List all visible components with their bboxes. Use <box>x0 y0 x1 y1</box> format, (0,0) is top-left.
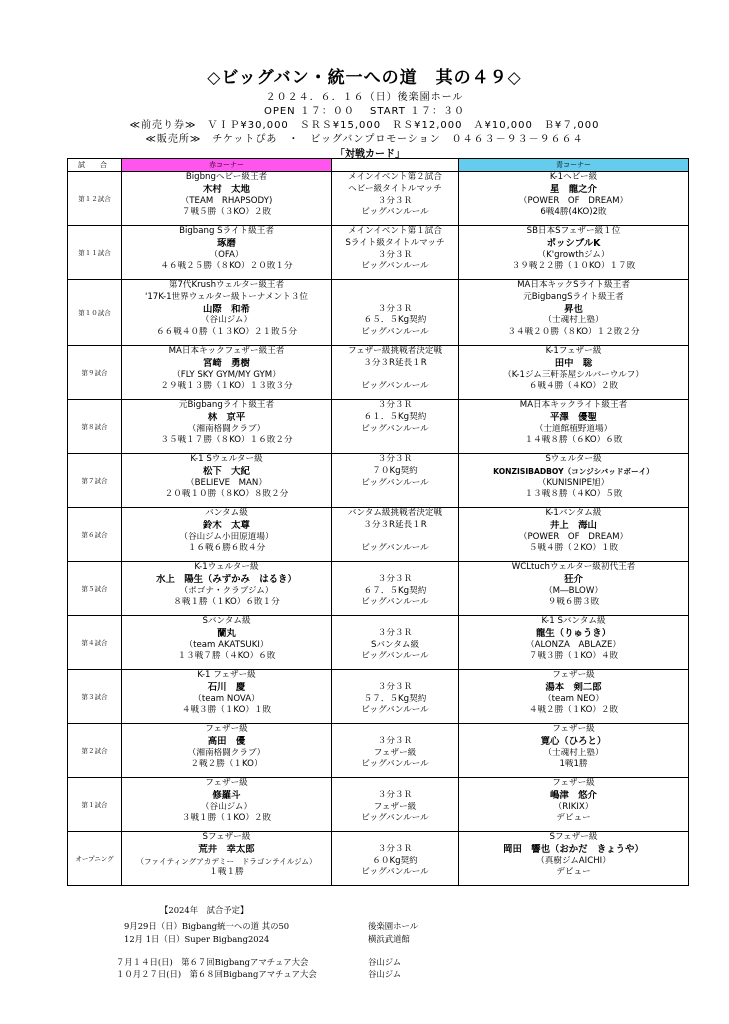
fighter-info-line: K-1 フェザー級 <box>197 670 256 680</box>
bout-info-line <box>332 370 458 382</box>
blue-cell <box>459 832 689 886</box>
fighter-info-line: K-1 Sバンタム級 <box>541 616 606 626</box>
fighter-info-line: 6戦4勝(4KO)2敗 <box>540 207 607 218</box>
fighter-name: KONZISIBADBOY（コンジシバッドボーイ） <box>493 466 654 476</box>
schedule-venue: 谷山ジム <box>368 969 402 979</box>
fighter-info-line: １６戦６勝６敗４分 <box>187 543 266 554</box>
mid-cell <box>332 724 459 778</box>
fighter-info-line: ５戦４勝（２KO）１敗 <box>528 543 619 554</box>
mid-cell <box>332 172 459 226</box>
fighter-info-line: （KUNISNIPE旭） <box>537 477 610 488</box>
blue-cell <box>459 172 689 226</box>
bout-info-line <box>332 562 458 574</box>
fighter-name: 鈴木 太尊 <box>203 519 250 531</box>
bout-info-line: ３分３Ｒ <box>377 454 413 464</box>
fighter-name: 水上 陽生（みずかみ はるき） <box>156 573 297 585</box>
fighter-info-line: （ALONZA ABLAZE） <box>525 639 622 650</box>
bout-info-line: ６０Kg契約 <box>372 855 418 866</box>
mid-cell <box>332 454 459 508</box>
bout-info-line: ビッグバンルール <box>361 813 429 824</box>
table-row <box>68 346 689 400</box>
fighter-info-line: １４戦８勝（６KO）６敗 <box>524 435 623 446</box>
bout-number: 第１２試合 <box>68 172 122 226</box>
fighter-info-line: （BELIEVE MAN） <box>186 477 267 488</box>
red-cell <box>122 226 332 280</box>
table-row <box>68 508 689 562</box>
bout-info-line: フェザー級 <box>373 801 417 812</box>
red-cell <box>122 400 332 454</box>
fighter-name: 宮崎 勇樹 <box>203 357 250 369</box>
fighter-info-line: （士魂村上塾） <box>543 747 604 758</box>
bout-number: 第４試合 <box>68 616 122 670</box>
fighter-info-line: １戦１勝 <box>209 867 244 878</box>
table-row <box>68 400 689 454</box>
red-cell <box>122 454 332 508</box>
bout-info-line <box>332 778 458 790</box>
bout-number: オープニング <box>68 832 122 886</box>
red-cell <box>122 508 332 562</box>
bout-info-line <box>332 616 458 628</box>
fighter-name: 木村 太地 <box>203 183 250 195</box>
fighter-info-line: （湘南格闘クラブ） <box>187 423 266 434</box>
fighter-info-line: K-1フェザー級 <box>545 346 602 356</box>
mid-cell <box>332 562 459 616</box>
fighter-info-line: フェザー級 <box>552 670 595 680</box>
table-row <box>68 454 689 508</box>
mid-cell <box>332 778 459 832</box>
blue-cell <box>459 562 689 616</box>
bout-info-line <box>332 292 458 304</box>
schedule-event: １０月２７日(日) 第６８回Bigbangアマチュア大会 <box>116 969 317 979</box>
mid-cell <box>332 832 459 886</box>
red-corner-header: 赤コーナー <box>122 159 332 172</box>
bout-info-line: ３分３Ｒ <box>377 735 413 746</box>
fighter-info-line: （team NEO） <box>543 693 604 704</box>
blue-cell <box>459 346 689 400</box>
bout-info-line: ３分３Ｒ <box>377 573 413 584</box>
fighter-info-line: Sウェルター級 <box>545 454 602 464</box>
fighter-info-line: （ファイティングアカデミー ドラゴンテイルジム） <box>136 856 317 866</box>
table-row <box>68 670 689 724</box>
ticket-prices: ≪前売り券≫ ＶＩＰ¥30,000 ＳＲＳ¥15,000 ＲＳ¥12,000 Ａ¥10,000 Ｂ¥７,000 <box>129 120 600 131</box>
fighter-name: 田中 聡 <box>554 357 593 369</box>
bout-info-line: ビッグバンルール <box>361 423 429 434</box>
bout-number: 第２試合 <box>68 724 122 778</box>
fighter-info-line: （RIKIX） <box>553 801 594 812</box>
bout-number: 第７試合 <box>68 454 122 508</box>
schedule-event: 9月29日（日）Bigbang統一への道 其の50 <box>124 921 290 931</box>
fighter-info-line: デビュー <box>556 813 591 824</box>
red-cell <box>122 616 332 670</box>
fighter-info-line: バンタム級 <box>205 508 248 518</box>
bout-info-line: ３分３Ｒ <box>377 681 413 692</box>
fighter-name: 井上 海山 <box>550 519 597 531</box>
fighter-info-line: ３４戦２０勝（８KO）１２敗２分 <box>507 327 640 338</box>
fighter-name: 岡田 響也（おかだ きょうや） <box>503 843 644 855</box>
fighter-info-line: ７戦３勝（１KO）４敗 <box>528 651 619 662</box>
bout-info-line: ３分３R延長１R <box>363 519 427 530</box>
red-cell <box>122 724 332 778</box>
fighter-info-line: （FLY SKY GYM/MY GYM） <box>172 369 281 380</box>
fighter-info-line: ２０戦１０勝（８KO）８敗２分 <box>164 489 289 500</box>
fighter-info-line: ３５戦１７勝（８KO）１６敗２分 <box>160 435 293 446</box>
table-row <box>68 616 689 670</box>
blue-corner-header: 青コーナー <box>459 159 689 172</box>
fighter-info-line: K-1バンタム級 <box>545 508 602 518</box>
red-cell <box>122 562 332 616</box>
mid-cell <box>332 280 459 346</box>
bout-info-line: ビッグバンルール <box>361 327 429 338</box>
blue-cell <box>459 670 689 724</box>
bout-info-line: Sライト級タイトルマッチ <box>345 237 445 248</box>
fighter-info-line: 第7代Krushウェルター級王者 <box>168 280 285 290</box>
bout-info-line <box>332 832 458 844</box>
fighter-info-line: （POWER OF DREAM） <box>518 195 629 206</box>
fighter-name: 琢磨 <box>217 237 236 249</box>
bout-info-line: フェザー級挑戦者決定戦 <box>347 346 443 356</box>
bout-info-line: ６１．５Kg契約 <box>363 411 427 422</box>
mid-cell <box>332 226 459 280</box>
event-times: OPEN １７：００ START １７：３０ <box>263 106 466 117</box>
bout-info-line: ３分３Ｒ <box>377 249 413 260</box>
bout-number: 第１試合 <box>68 778 122 832</box>
blue-cell <box>459 724 689 778</box>
table-row <box>68 724 689 778</box>
fighter-info-line: （TEAM RHAPSODY) <box>180 195 273 206</box>
fighter-info-line: ８戦１勝（１KO）６敗１分 <box>173 597 280 608</box>
table-header-row <box>68 159 689 172</box>
bout-number: 第５試合 <box>68 562 122 616</box>
schedule-venue: 横浜武道館 <box>368 934 410 944</box>
fighter-info-line: ３９戦２２勝（１０KO）１７敗 <box>511 261 636 272</box>
fighter-name: ポッシブルK <box>546 237 601 249</box>
fighter-name: 修羅斗 <box>212 789 241 801</box>
bout-info-line <box>332 532 458 544</box>
table-row <box>68 226 689 280</box>
fighter-info-line: MA日本キックライト級王者 <box>519 400 628 410</box>
red-cell <box>122 280 332 346</box>
bout-number: 第８試合 <box>68 400 122 454</box>
table-row <box>68 562 689 616</box>
fighter-info-line: ６６戦４０勝（１３KO）２１敗５分 <box>156 327 297 338</box>
fighter-info-line: '17K-1世界ウェルター級トーナメント３位 <box>144 291 309 302</box>
fighter-name: 龍生（りゅうき） <box>535 627 611 639</box>
schedule-venue: 谷山ジム <box>368 957 402 967</box>
fighter-info-line: SB日本Sフェザー級１位 <box>526 226 621 236</box>
fighter-name: 嶋津 悠介 <box>550 789 597 801</box>
bout-number: 第１１試合 <box>68 226 122 280</box>
fighter-name: 平澤 優聖 <box>550 411 597 423</box>
bout-info-line: ７０Kg契約 <box>372 465 418 476</box>
blue-cell <box>459 400 689 454</box>
red-cell <box>122 832 332 886</box>
ticket-sales: ≪販売所≫ チケットぴあ ・ ビッグバンプロモーション ０４６３－９３－９６６４ <box>145 134 584 145</box>
bout-info-line: ビッグバンルール <box>361 477 429 488</box>
fighter-info-line: （K'growthジム） <box>537 249 610 260</box>
blue-cell <box>459 226 689 280</box>
blue-cell <box>459 280 689 346</box>
bout-info-line: ビッグバンルール <box>361 207 429 218</box>
card-label: 「対戦カード」 <box>335 149 405 160</box>
fighter-info-line: ２９戦１３勝（１KO）１３敗３分 <box>160 381 293 392</box>
bout-info-line: ヘビー級タイトルマッチ <box>348 183 442 194</box>
fighter-info-line: ６戦４勝（４KO）２敗 <box>528 381 619 392</box>
mid-cell <box>332 346 459 400</box>
fighter-info-line: ９戦６勝３敗 <box>547 597 600 608</box>
middle-header <box>332 159 459 172</box>
bout-info-line: ３分３Ｒ <box>377 627 413 638</box>
schedule-event: ７月１４日(日) 第６７回Bigbangアマチュア大会 <box>116 957 309 967</box>
mid-cell <box>332 508 459 562</box>
schedule-heading: 【2024年 試合予定】 <box>160 905 249 915</box>
schedule-event: 12月 1日（日）Super Bigbang2024 <box>124 934 270 944</box>
fighter-info-line: （ポゴナ・クラブジム） <box>179 585 274 596</box>
fighter-info-line: （team AKATSUKI） <box>184 639 269 650</box>
bout-info-line: ３分３Ｒ <box>377 303 413 314</box>
bout-info-line: ３分３R延長１R <box>363 357 427 368</box>
blue-cell <box>459 508 689 562</box>
fighter-name: 高田 優 <box>207 735 246 747</box>
fighter-info-line: Sフェザー級 <box>202 832 251 842</box>
bout-info-line <box>332 724 458 736</box>
bout-info-line: バンタム級挑戦者決定戦 <box>347 508 443 518</box>
bout-info-line: ビッグバンルール <box>361 381 429 392</box>
mid-cell <box>332 616 459 670</box>
fighter-info-line: （谷山ジム） <box>200 315 253 326</box>
mid-cell <box>332 670 459 724</box>
fighter-info-line: （谷山ジム小田原道場） <box>179 531 274 542</box>
fighter-info-line: フェザー級 <box>552 778 595 788</box>
bout-info-line: ビッグバンルール <box>361 597 429 608</box>
schedule-venue: 後楽園ホール <box>368 921 419 931</box>
bout-number: 第６試合 <box>68 508 122 562</box>
fighter-info-line: （真樹ジムAICHI） <box>536 855 611 866</box>
fighter-info-line: （士道館植野道場） <box>534 423 613 434</box>
bout-info-line: ３分３Ｒ <box>377 400 413 410</box>
fighter-info-line: K-1 Sウェルター級 <box>190 454 263 464</box>
bout-info-line: ３分３Ｒ <box>377 843 413 854</box>
fighter-info-line: （OFA） <box>209 249 244 260</box>
fighter-info-line: Bigbang Sライト級王者 <box>179 226 274 236</box>
table-row <box>68 280 689 346</box>
table-row <box>68 778 689 832</box>
blue-cell <box>459 616 689 670</box>
fight-card-body <box>68 172 689 886</box>
fighter-name: 湯本 剣二郎 <box>545 681 602 693</box>
fighter-info-line: K-1ウェルター級 <box>194 562 259 572</box>
fighter-info-line: ４戦２勝（１KO）２敗 <box>528 705 619 716</box>
red-cell <box>122 778 332 832</box>
fighter-info-line: １３戦７勝（４KO）６敗 <box>177 651 276 662</box>
fighter-info-line: （POWER OF DREAM） <box>518 531 629 542</box>
fighter-info-line: Sバンタム級 <box>202 616 251 626</box>
fighter-name: 山際 和希 <box>203 303 250 315</box>
fighter-info-line: Bigbngヘビー級王者 <box>185 172 268 182</box>
bout-info-line: メインイベント第１試合 <box>348 226 442 236</box>
table-row <box>68 832 689 886</box>
fighter-name: 寛心（ひろと） <box>540 735 607 747</box>
bout-info-line: Sバンタム級 <box>370 639 420 650</box>
fighter-name: 蘭丸 <box>217 627 236 639</box>
bout-number: 第３試合 <box>68 670 122 724</box>
red-cell <box>122 172 332 226</box>
table-row <box>68 172 689 226</box>
fighter-info-line: 1戦1勝 <box>559 759 588 770</box>
fighter-name: 松下 大紀 <box>203 465 250 477</box>
fighter-info-line: MA日本キックフェザー級王者 <box>168 346 285 356</box>
bout-info-line: ５７．５Kg契約 <box>363 693 427 704</box>
fighter-info-line: K-1ヘビー級 <box>549 172 598 182</box>
fighter-info-line: ４戦３勝（１KO）１敗 <box>181 705 272 716</box>
blue-cell <box>459 778 689 832</box>
fighter-info-line: （M―BLOW） <box>544 585 603 596</box>
mid-cell <box>332 400 459 454</box>
bout-info-line: メインイベント第２試合 <box>348 172 442 182</box>
bout-number: 第１０試合 <box>68 280 122 346</box>
bout-header: 試 合 <box>68 159 122 172</box>
fighter-info-line: フェザー級 <box>552 724 595 734</box>
bout-info-line <box>332 280 458 292</box>
fighter-info-line: （谷山ジム） <box>200 801 253 812</box>
bout-info-line: ３分３Ｒ <box>377 789 413 800</box>
fighter-info-line: 元BigbangSライト級王者 <box>523 291 624 302</box>
bout-info-line: ３分３Ｒ <box>377 195 413 206</box>
fighter-info-line: （K-1ジム三軒茶屋シルバーウルフ） <box>503 369 644 380</box>
bout-info-line: ビッグバンルール <box>361 759 429 770</box>
fighter-info-line: デビュー <box>556 867 591 878</box>
fighter-info-line: （湘南格闘クラブ） <box>187 747 266 758</box>
bout-info-line: フェザー級 <box>373 747 417 758</box>
fight-card-table <box>67 158 689 886</box>
fighter-info-line: ４６戦２５勝（８KO）２０敗１分 <box>160 261 293 272</box>
fighter-info-line: フェザー級 <box>205 778 248 788</box>
bout-number: 第９試合 <box>68 346 122 400</box>
fighter-info-line: MA日本キックSライト級王者 <box>517 280 630 290</box>
bout-info-line: ビッグバンルール <box>361 261 429 272</box>
fighter-name: 林 京平 <box>207 411 246 423</box>
event-date: ２０２４．６．１６（日）後楽園ホール <box>265 92 464 103</box>
fighter-info-line: WCLtuchウェルター級初代王者 <box>511 562 636 572</box>
bout-info-line: ビッグバンルール <box>361 705 429 716</box>
red-cell <box>122 670 332 724</box>
fighter-name: 昇也 <box>564 303 583 315</box>
fighter-info-line: １３戦８勝（４KO）５敗 <box>524 489 623 500</box>
fighter-info-line: 元Bigbangライト級王者 <box>178 400 275 410</box>
fighter-name: 星 龍之介 <box>550 183 597 195</box>
fighter-info-line: フェザー級 <box>205 724 248 734</box>
fighter-info-line: ７戦５勝（３KO）２敗 <box>181 207 272 218</box>
fighter-name: 狂介 <box>564 573 583 585</box>
fighter-info-line: （team NOVA） <box>193 693 260 704</box>
blue-cell <box>459 454 689 508</box>
bout-info-line <box>332 670 458 682</box>
fighter-info-line: （士魂村上塾） <box>543 315 604 326</box>
fighter-info-line: Sフェザー級 <box>549 832 598 842</box>
bout-info-line: ビッグバンルール <box>361 651 429 662</box>
red-cell <box>122 346 332 400</box>
bout-info-line: ビッグバンルール <box>361 867 429 878</box>
bout-info-line: ６５．５Kg契約 <box>363 315 427 326</box>
page-title: ◇ビッグバン・統一への道 其の４９◇ <box>207 68 522 88</box>
bout-info-line: ６７．５Kg契約 <box>363 585 427 596</box>
fighter-info-line: ３戦１勝（１KO）２敗 <box>181 813 272 824</box>
fighter-info-line: ２戦２勝（１KO） <box>190 759 263 770</box>
fighter-name: 荒井 幸太郎 <box>198 843 255 855</box>
bout-info-line: ビッグバンルール <box>361 543 429 554</box>
fighter-name: 石川 慶 <box>207 681 246 693</box>
